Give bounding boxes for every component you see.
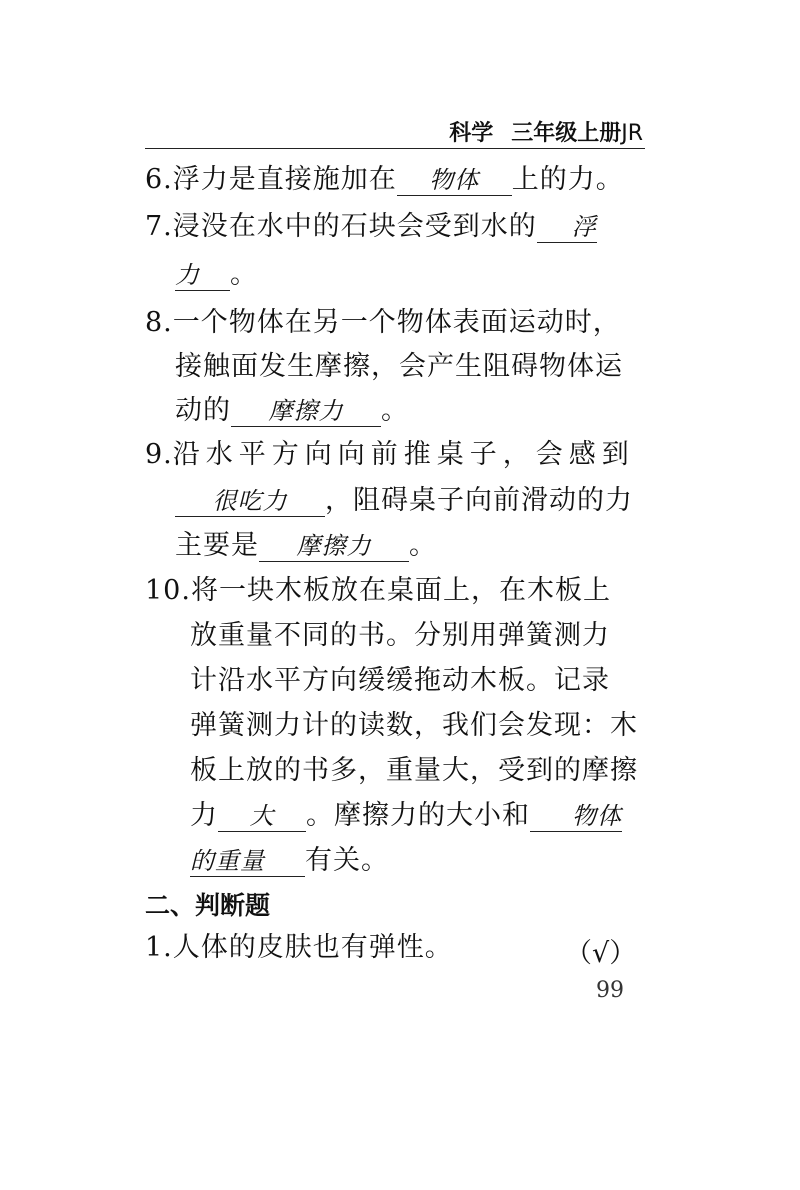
- paren-open: （: [565, 938, 592, 969]
- question-10-line6: [190, 799, 622, 833]
- question-text: 动的: [175, 395, 231, 426]
- question-number: 10.: [145, 575, 191, 606]
- question-text: 。: [409, 530, 437, 561]
- header-subject: 科学: [449, 121, 494, 146]
- question-text: 将一块木板放在桌面上，在木板上: [190, 575, 611, 606]
- answer-parentheses: [565, 931, 636, 970]
- question-text: 板上放的书多，重量大，受到的摩擦: [190, 755, 638, 786]
- question-10-line2: [190, 619, 610, 653]
- question-9-line2: [175, 484, 633, 518]
- question-number: 8.: [145, 307, 173, 338]
- answer-blank: 摩擦力: [231, 396, 381, 427]
- question-10-line7: [190, 844, 389, 878]
- question-text: 浮力是直接施加在: [172, 164, 397, 195]
- question-text: 沿水平方向向前推桌子，会感到: [172, 439, 635, 470]
- question-9-line3: [175, 529, 437, 563]
- question-text: ，阻碍桌子向前滑动的力: [325, 485, 633, 516]
- header-edition: JR: [621, 121, 643, 146]
- question-9: [145, 438, 635, 472]
- question-10-line3: [190, 664, 610, 698]
- answer-blank: 很吃力: [175, 486, 325, 517]
- section-title: 二、判断题: [145, 891, 271, 920]
- answer-blank: 摩擦力: [259, 531, 409, 562]
- question-number: 7.: [145, 211, 173, 242]
- question-number: 9.: [145, 439, 173, 470]
- question-text: 计沿水平方向缓缓拖动木板。记录: [190, 665, 610, 696]
- answer-blank: 物体: [397, 165, 512, 196]
- question-number: 1.: [145, 932, 173, 963]
- question-text: 上的力。: [511, 164, 624, 195]
- question-10: [145, 574, 611, 608]
- check-mark: √: [592, 938, 610, 969]
- question-8: [145, 306, 621, 340]
- question-text: 有关。: [305, 845, 389, 876]
- page-number: 99: [596, 978, 624, 1003]
- question-7: [145, 210, 597, 244]
- question-text: 弹簧测力计的读数，我们会发现：木: [190, 710, 638, 741]
- answer-blank: 大: [218, 801, 306, 832]
- question-text: 浸没在水中的石块会受到水的: [172, 211, 537, 242]
- question-text: 力: [190, 800, 218, 831]
- judge-1: [145, 931, 453, 965]
- answer-blank: 的重量: [190, 846, 305, 877]
- question-10-line4: [190, 709, 638, 743]
- question-10-line5: [190, 754, 638, 788]
- question-text: 人体的皮肤也有弹性。: [172, 932, 453, 963]
- question-text: 一个物体在另一个物体表面运动时，: [172, 307, 621, 338]
- question-text: 放重量不同的书。分别用弹簧测力: [190, 620, 610, 651]
- page-header: [145, 112, 645, 149]
- answer-blank: 物体: [530, 801, 622, 832]
- answer-blank: 浮: [537, 212, 597, 243]
- question-text: 。: [230, 259, 258, 290]
- header-grade: 三年级上册: [511, 121, 622, 146]
- paren-close: ）: [609, 938, 637, 969]
- question-8-line3: [175, 394, 409, 428]
- question-8-line2: [175, 350, 623, 384]
- question-7-cont: [175, 258, 258, 292]
- question-text: 。摩擦力的大小和: [306, 800, 530, 831]
- header-text: [449, 116, 643, 147]
- question-text: 接触面发生摩擦，会产生阻碍物体运: [175, 351, 623, 382]
- question-6: [145, 163, 624, 197]
- question-number: 6.: [145, 164, 173, 195]
- answer-blank: 力: [175, 260, 230, 291]
- question-text: 主要是: [175, 530, 259, 561]
- question-text: 。: [381, 395, 409, 426]
